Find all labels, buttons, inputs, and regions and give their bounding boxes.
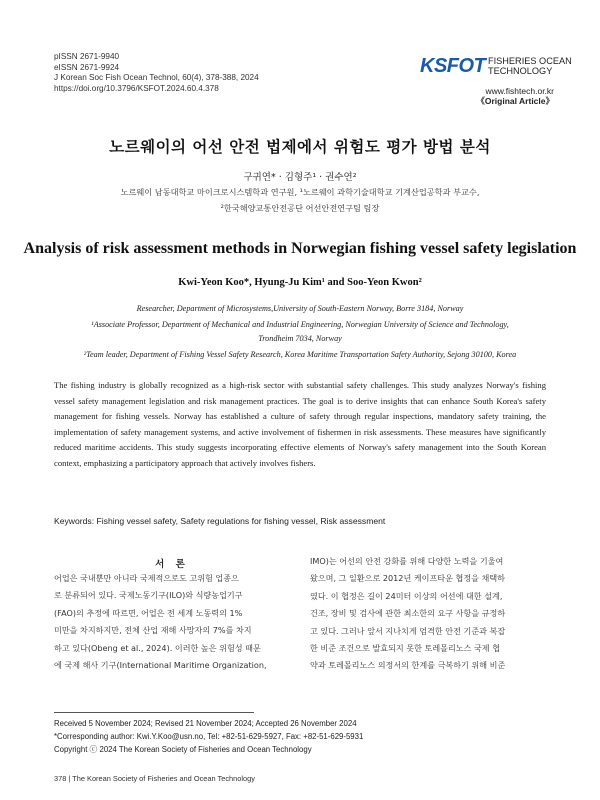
footnote-divider bbox=[54, 712, 254, 713]
body-line: 건조, 장비 및 검사에 관한 최소한의 요구 사항을 규정하 bbox=[310, 608, 506, 619]
korean-authors: 구귀연* · 김형주¹ · 권수연² bbox=[243, 172, 357, 183]
body-column-right bbox=[310, 553, 548, 675]
footnotes bbox=[54, 718, 363, 756]
english-affiliation-4: ²Team leader, Department of Fishing Vessel Safety Research, Korea Maritime Transportation Safety Authority, Sejong 30100, Korea bbox=[83, 350, 517, 359]
body-line: 어업은 국내뿐만 아니라 국제적으로도 고위험 업종으 bbox=[54, 573, 239, 583]
logo-line-2: TECHNOLOGY bbox=[488, 66, 553, 76]
logo-text bbox=[488, 56, 572, 76]
copyright: Copyright ⓒ 2024 The Korean Society of Fisheries and Ocean Technology bbox=[54, 744, 312, 754]
citation: J Korean Soc Fish Ocean Technol, 60(4), 378-388, 2024 bbox=[54, 73, 259, 83]
english-affiliation-2: ¹Associate Professor, Department of Mechanical and Industrial Engineering, Norwegian University of Science and Technology, bbox=[91, 320, 509, 329]
journal-site bbox=[476, 86, 554, 106]
logo-line-1: FISHERIES OCEAN bbox=[488, 56, 572, 66]
body-line: 한 비준 조건으로 발효되지 못한 토레몰리노스 국제 협 bbox=[310, 643, 501, 654]
english-authors: Kwi-Yeon Koo*, Hyung-Ju Kim¹ and Soo-Yeon Kwon² bbox=[178, 277, 422, 288]
eissn: eISSN 2671-9924 bbox=[54, 62, 120, 72]
body-line: (FAO)의 추정에 따르면, 어업은 전 세계 노동력의 1% bbox=[54, 607, 243, 618]
journal-meta bbox=[54, 52, 259, 94]
body-column-left bbox=[54, 570, 292, 674]
corresponding-author: *Corresponding author: Kwi.Y.Koo@usn.no, Tel: +82-51-629-5927, Fax: +82-51-629-5931 bbox=[54, 731, 364, 741]
korean-affiliation-2: ²한국해양교통안전공단 어선안전연구팀 팀장 bbox=[220, 203, 380, 213]
body-line: IMO)는 어선의 안전 강화를 위해 다양한 노력을 기울여 bbox=[310, 556, 504, 566]
body-line: 약과 토레몰리노스 의정서의 한계를 극복하기 위해 비준 bbox=[310, 660, 506, 671]
body-line: 왔으며, 그 일환으로 2012년 케이프타운 협정을 채택하 bbox=[310, 573, 505, 584]
body-line: 에 국제 해사 기구(International Maritime Organization, bbox=[54, 660, 267, 671]
pissn: pISSN 2671-9940 bbox=[54, 52, 120, 61]
journal-logo bbox=[420, 55, 572, 79]
body-line: 고 있다. 그러나 앞서 지나치게 엄격한 안전 기준과 복잡 bbox=[310, 625, 506, 636]
keywords: Keywords: Fishing vessel safety, Safety regulations for fishing vessel, Risk assessment bbox=[54, 516, 386, 526]
page-footer: 378 | The Korean Society of Fisheries and Ocean Technology bbox=[54, 774, 255, 783]
section-heading: 서 론 bbox=[155, 559, 189, 570]
english-affiliation-1: Researcher, Department of Microsystems,University of South-Eastern Norway, Borre 3184, Norway bbox=[136, 304, 464, 313]
website-link[interactable]: www.fishtech.or.kr bbox=[485, 86, 554, 96]
body-line: 미만을 차지하지만, 전체 산업 재해 사망자의 7%를 차지 bbox=[54, 625, 252, 636]
korean-affiliation-1: 노르웨이 남동대학교 마이크로시스템학과 연구원, ¹노르웨이 과학기술대학교 기계산업공학과 부교수, bbox=[120, 187, 480, 197]
english-affiliation-3: Trondheim 7034, Norway bbox=[258, 334, 342, 343]
korean-title: 노르웨이의 어선 안전 법제에서 위험도 평가 방법 분석 bbox=[109, 138, 491, 156]
doi-link[interactable]: https://doi.org/10.3796/KSFOT.2024.60.4.378 bbox=[54, 83, 219, 93]
received-dates: Received 5 November 2024; Revised 21 November 2024; Accepted 26 November 2024 bbox=[54, 719, 357, 728]
article-type: 《Original Article》 bbox=[476, 96, 554, 106]
abstract: The fishing industry is globally recognized as a high-risk sector with substantial safety challenges. This study analyzes Norway's fishing vessel safety management legislation and risk management practices. The goal is to derive insights that can enhance South Korea's safety management for fishing vessels. Norway has established a culture of safety through regular inspections, mandatory safety training, the implementation of safety management systems, and active involvement of fishermen in risk assessments. These measures have significantly reduced maritime accidents. This study suggests incorporating effective elements of Norway's safety management into the South Korean context, emphasizing a participatory approach that actively involves fishers. bbox=[54, 380, 546, 468]
logo-mark: KSFOT bbox=[420, 55, 486, 77]
english-title: Analysis of risk assessment methods in Norwegian fishing vessel safety legislation bbox=[23, 240, 577, 257]
body-line: 하고 있다(Obeng et al., 2024). 이러한 높은 위험성 때문 bbox=[54, 642, 261, 653]
body-line: 였다. 이 협정은 길이 24미터 이상의 어선에 대한 설계, bbox=[310, 590, 503, 601]
body-line: 로 분류되어 있다. 국제노동기구(ILO)와 식량농업기구 bbox=[54, 590, 243, 601]
